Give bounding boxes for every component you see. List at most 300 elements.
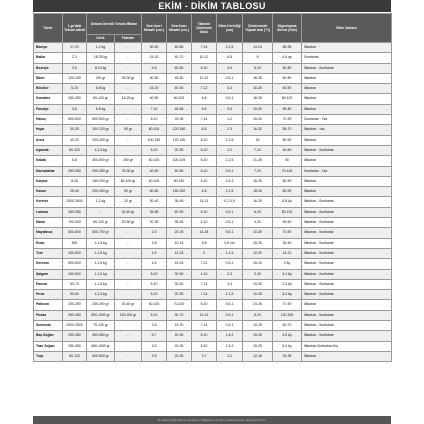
- cell-name: Pırsa: [34, 290, 63, 300]
- cell-temp: 18-30: [243, 187, 273, 197]
- cell-name: Lahana: [34, 207, 63, 217]
- table-row: [34, 43, 392, 53]
- cell-seed: 6-8: [63, 156, 87, 166]
- cell-depth: 0,5-1: [217, 259, 243, 269]
- cell-row: 20-30: [142, 218, 167, 228]
- cell-row: 8-10: [142, 269, 167, 279]
- cell-row: 15-20: [142, 84, 167, 94]
- table-row: [34, 279, 392, 289]
- cell-germ: 3-7: [192, 351, 217, 361]
- table-row: [34, 145, 392, 155]
- cell-temp: 10-20: [243, 248, 273, 258]
- cell-seed: 280-350: [63, 166, 87, 176]
- cell-name: Baş Soğan: [34, 331, 63, 341]
- cell-seedling: 20 gr: [115, 197, 142, 207]
- cell-between: 40-50: [167, 84, 192, 94]
- cell-depth: 3-4: [217, 279, 243, 289]
- cell-direct: 100-120 gr: [87, 125, 115, 135]
- cell-row: 5-10: [142, 290, 167, 300]
- cell-row: 40-50: [142, 166, 167, 176]
- cell-direct: 200 gr: [87, 73, 115, 83]
- cell-name: Bakla: [34, 53, 63, 63]
- cell-temp: 4-20: [243, 218, 273, 228]
- cell-mature: 3-4 Ay: [273, 290, 302, 300]
- header-row-spacing: Sıra Üzeri Mesafe (cm.): [142, 14, 167, 43]
- table-row: [34, 238, 392, 248]
- table-row: [34, 351, 392, 361]
- cell-germ: 6-10: [192, 145, 217, 155]
- cell-time: İlkbahar - Sonbahar: [302, 269, 392, 279]
- planting-table-sheet: [33, 0, 391, 424]
- cell-seed: 17-20: [63, 43, 87, 53]
- cell-row: 4-5: [142, 248, 167, 258]
- cell-direct: 650-1000 gr: [87, 341, 115, 351]
- cell-germ: 14-28: [192, 228, 217, 238]
- cell-germ: 6-10: [192, 207, 217, 217]
- table-row: [34, 331, 392, 341]
- cell-between: 35-45: [167, 197, 192, 207]
- planting-table: [33, 13, 392, 362]
- cell-name: Domates: [34, 94, 63, 104]
- cell-mature: 70-90: [273, 300, 302, 310]
- header-depth: Ekim Derinliği (cm): [217, 14, 243, 43]
- cell-seed: 80-120: [63, 145, 87, 155]
- cell-direct: 1-2,5 kg: [87, 145, 115, 155]
- cell-between: 30-40: [167, 279, 192, 289]
- cell-mature: 14-21: [273, 248, 302, 258]
- cell-temp: 10-30: [243, 228, 273, 238]
- cell-name: Dereotu: [34, 259, 63, 269]
- cell-between: 25-35: [167, 115, 192, 125]
- cell-seedling: ...: [115, 63, 142, 73]
- cell-direct: 1-2 kg: [87, 197, 115, 207]
- cell-row: 2-3: [142, 228, 167, 238]
- cell-temp: 15-30: [243, 238, 273, 248]
- cell-name: Semizotu: [34, 321, 63, 331]
- cell-depth: 2-2,5: [217, 135, 243, 145]
- cell-seedling: 80-100 gr: [115, 176, 142, 186]
- cell-between: 30-50: [167, 269, 192, 279]
- cell-seed: 250-350: [63, 94, 87, 104]
- cell-time: İlkbahar - Sonbahar: [302, 290, 392, 300]
- cell-temp: 18-35: [243, 94, 273, 104]
- cell-row: 5-8: [142, 63, 167, 73]
- cell-depth: 3-5: [217, 104, 243, 114]
- cell-temp: 18-35: [243, 73, 273, 83]
- cell-row: 15-20: [142, 53, 167, 63]
- cell-mature: 55-80: [273, 104, 302, 114]
- cell-depth: 3-4: [217, 84, 243, 94]
- cell-row: 60-80: [142, 187, 167, 197]
- table-row: [34, 115, 392, 125]
- cell-direct: 600-800 gr: [87, 351, 115, 361]
- cell-name: Patlıcan: [34, 300, 63, 310]
- cell-seedling: 40-60 gr: [115, 300, 142, 310]
- cell-name: Kabak: [34, 156, 63, 166]
- cell-seedling: ...: [115, 269, 142, 279]
- cell-seed: 5-10: [63, 84, 87, 94]
- cell-seed: 200-250: [63, 300, 87, 310]
- table-row: [34, 135, 392, 145]
- header-between-rows: Sıra Arası Mesafe (cm.): [167, 14, 192, 43]
- cell-depth: 1-2: [217, 351, 243, 361]
- table-row: [34, 259, 392, 269]
- cell-germ: 7-12: [192, 84, 217, 94]
- cell-between: 60-80: [167, 63, 192, 73]
- cell-direct: 1-1,5 kg: [87, 279, 115, 289]
- cell-mature: 80-90: [273, 176, 302, 186]
- cell-row: 4-5: [142, 259, 167, 269]
- cell-seedling: ...: [115, 351, 142, 361]
- cell-seedling: ...: [115, 145, 142, 155]
- table-row: [34, 321, 392, 331]
- cell-germ: 7-21: [192, 259, 217, 269]
- cell-between: 10-15: [167, 238, 192, 248]
- cell-mature: 40-60: [273, 145, 302, 155]
- cell-temp: 15-25: [243, 341, 273, 351]
- cell-time: İlkbahar - Sonbahar: [302, 63, 392, 73]
- cell-row: 30-50: [142, 73, 167, 83]
- cell-between: 12-15: [167, 248, 192, 258]
- header-plant: Türler: [34, 14, 63, 43]
- cell-temp: 14-24: [243, 43, 273, 53]
- cell-seed: 600-800: [63, 115, 87, 125]
- cell-between: 20-25: [167, 341, 192, 351]
- cell-row: 100-150: [142, 135, 167, 145]
- table-row: [34, 310, 392, 320]
- cell-seed: 500-600: [63, 259, 87, 269]
- cell-seed: 500: [63, 238, 87, 248]
- cell-seedling: ...: [115, 290, 142, 300]
- cell-time: İlkbahar - Sonbahar: [302, 310, 392, 320]
- cell-direct: 200-400 gr: [87, 187, 115, 197]
- cell-seedling: ...: [115, 53, 142, 63]
- header-direct: Direk: [87, 35, 115, 43]
- cell-depth: 2,5-3: [217, 176, 243, 186]
- cell-mature: 4-5 Ay: [273, 331, 302, 341]
- cell-row: 5-10: [142, 279, 167, 289]
- cell-time: İlkbahar - Sonbahar: [302, 197, 392, 207]
- cell-seed: 3-6: [63, 104, 87, 114]
- table-row: [34, 248, 392, 258]
- table-row: [34, 63, 392, 73]
- cell-between: 45-60: [167, 73, 192, 83]
- cell-direct: 350-550 gr: [87, 331, 115, 341]
- cell-mature: 80-90: [273, 187, 302, 197]
- cell-depth: 1-2: [217, 115, 243, 125]
- cell-between: 60-80: [167, 43, 192, 53]
- cell-seed: 250-350: [63, 341, 87, 351]
- cell-name: Marul: [34, 218, 63, 228]
- cell-germ: 6-10: [192, 156, 217, 166]
- cell-time: Sonbahar: [302, 53, 392, 63]
- cell-direct: 75-125 gr: [87, 321, 115, 331]
- cell-name: Pırasa: [34, 310, 63, 320]
- cell-mature: 50: [273, 156, 302, 166]
- cell-name: Pancar: [34, 279, 63, 289]
- cell-temp: 12-18: [243, 351, 273, 361]
- cell-row: 7-10: [142, 104, 167, 114]
- cell-seedling: 50 gr: [115, 187, 142, 197]
- table-row: [34, 300, 392, 310]
- cell-time: İlkbahar - Sonbahar: [302, 259, 392, 269]
- cell-name: Börülce: [34, 84, 63, 94]
- cell-temp: 8-20: [243, 310, 273, 320]
- cell-between: 100-105: [167, 156, 192, 166]
- cell-depth: 2-2,5: [217, 156, 243, 166]
- cell-direct: 1-1,5 kg: [87, 269, 115, 279]
- cell-direct: 80-100 gr: [87, 218, 115, 228]
- cell-time: Sonbahar - Yaz: [302, 166, 392, 176]
- cell-seedling: ...: [115, 115, 142, 125]
- cell-name: Şalgam: [34, 269, 63, 279]
- table-row: [34, 94, 392, 104]
- cell-row: 30-40: [142, 197, 167, 207]
- cell-time: İlkbahar: [302, 187, 392, 197]
- cell-seedling: 150-200 gr: [115, 310, 142, 320]
- cell-direct: 5-8 kg: [87, 104, 115, 114]
- cell-row: 60-100: [142, 125, 167, 135]
- cell-depth: 0,5-1: [217, 218, 243, 228]
- cell-mature: 60-70: [273, 321, 302, 331]
- cell-depth: 1-1,5: [217, 248, 243, 258]
- cell-row: 5-10: [142, 145, 167, 155]
- cell-temp: 7-20: [243, 166, 273, 176]
- cell-seedling: 30-40 gr: [115, 207, 142, 217]
- cell-temp: 8: [243, 53, 273, 63]
- cell-between: 120-180: [167, 125, 192, 135]
- cell-mature: 60-120: [273, 94, 302, 104]
- cell-name: Roka: [34, 238, 63, 248]
- cell-time: İlkbahar: [302, 176, 392, 186]
- cell-seedling: 25-30 gr: [115, 73, 142, 83]
- cell-germ: 7-14: [192, 321, 217, 331]
- cell-direct: 500-700 gr: [87, 228, 115, 238]
- cell-row: 5-10: [142, 115, 167, 125]
- cell-between: 30-70: [167, 310, 192, 320]
- cell-germ: 6-8: [192, 94, 217, 104]
- cell-seedling: 250 gr: [115, 156, 142, 166]
- cell-seedling: ...: [115, 228, 142, 238]
- cell-seedling: ...: [115, 321, 142, 331]
- cell-mature: 6-8 Ay: [273, 197, 302, 207]
- cell-row: 40-50: [142, 94, 167, 104]
- cell-between: 15-20: [167, 321, 192, 331]
- cell-germ: 14-21: [192, 197, 217, 207]
- table-row: [34, 156, 392, 166]
- cell-temp: 5-24: [243, 63, 273, 73]
- cell-name: Bezelye: [34, 63, 63, 73]
- cell-direct: 800-1000 gr: [87, 310, 115, 320]
- table-row: [34, 269, 392, 279]
- cell-seedling: ...: [115, 259, 142, 269]
- table-row: [34, 176, 392, 186]
- cell-between: 35-45: [167, 218, 192, 228]
- cell-between: 20-30: [167, 290, 192, 300]
- cell-between: 20-30: [167, 331, 192, 341]
- cell-time: İlkbahar - Sonbahar: [302, 207, 392, 217]
- cell-direct: 18-25 kg: [87, 53, 115, 63]
- cell-seedling: ...: [115, 331, 142, 341]
- cell-row: 80-100: [142, 156, 167, 166]
- cell-time: İlkbahar: [302, 94, 392, 104]
- table-row: [34, 290, 392, 300]
- cell-seedling: ...: [115, 341, 142, 351]
- cell-seedling: 15-25 gr: [115, 94, 142, 104]
- cell-between: 20-30: [167, 145, 192, 155]
- cell-time: İlkbahar - Sonbahar: [302, 321, 392, 331]
- cell-time: Sonbahar - Yaz: [302, 115, 392, 125]
- cell-germ: 7-14: [192, 290, 217, 300]
- table-row: [34, 207, 392, 217]
- cell-germ: 3-8: [192, 238, 217, 248]
- cell-between: 20-25: [167, 228, 192, 238]
- cell-seedling: ...: [115, 104, 142, 114]
- cell-depth: 2-2,5: [217, 187, 243, 197]
- cell-seed: 120-150: [63, 73, 87, 83]
- cell-row: 5-10: [142, 310, 167, 320]
- cell-temp: 16-32: [243, 125, 273, 135]
- cell-temp: 16-20: [243, 197, 273, 207]
- cell-temp: 15-30: [243, 115, 273, 125]
- cell-mature: 2-3 Ay: [273, 279, 302, 289]
- cell-seed: 2000-2500: [63, 321, 87, 331]
- cell-seed: 400-500: [63, 248, 87, 258]
- cell-seed: 25-40: [63, 187, 87, 197]
- cell-name: Tere: [34, 248, 63, 258]
- cell-mature: 60-80: [273, 63, 302, 73]
- cell-germ: 6-10: [192, 176, 217, 186]
- cell-seed: 2-3: [63, 53, 87, 63]
- cell-name: Biber: [34, 73, 63, 83]
- cell-seed: 2000-3000: [63, 197, 87, 207]
- cell-seed: 280-350: [63, 207, 87, 217]
- cell-between: 60-80: [167, 166, 192, 176]
- cell-seedling: 50 gr: [115, 125, 142, 135]
- cell-time: İlkbahar - Sonbahar: [302, 279, 392, 289]
- cell-temp: 21-35: [243, 156, 273, 166]
- cell-name: Hıyar: [34, 125, 63, 135]
- header-soil-temp: Çimlenmede Toprak Isısı (°C): [243, 14, 273, 43]
- cell-germ: 6-8: [192, 125, 217, 135]
- cell-mature: 55-70: [273, 125, 302, 135]
- cell-seed: 40-20: [63, 135, 87, 145]
- cell-germ: 4-8: [192, 187, 217, 197]
- header-germination-days: Tahmini Çimlenme Günü: [192, 14, 217, 43]
- cell-name: Karpuz: [34, 176, 63, 186]
- cell-row: 3-5: [142, 321, 167, 331]
- cell-germ: 10-12: [192, 53, 217, 63]
- cell-time: İlkbahar: [302, 156, 392, 166]
- cell-seedling: ...: [115, 135, 142, 145]
- cell-germ: 10-12: [192, 73, 217, 83]
- page-title: EKİM - DİKİM TABLOSU: [33, 0, 391, 12]
- cell-between: 120-150: [167, 135, 192, 145]
- cell-depth: 0,5-1: [217, 321, 243, 331]
- cell-temp: 15-25: [243, 331, 273, 341]
- cell-time: İlkbahar - Yaz: [302, 125, 392, 135]
- cell-germ: 7-14: [192, 43, 217, 53]
- table-row: [34, 53, 392, 63]
- cell-between: 70-100: [167, 300, 192, 310]
- cell-temp: 6-25: [243, 207, 273, 217]
- cell-seed: 30-35: [63, 125, 87, 135]
- table-row: [34, 84, 392, 94]
- cell-row: 3-5: [142, 351, 167, 361]
- cell-time: İlkbahar: [302, 135, 392, 145]
- cell-seed: 50-60: [63, 290, 87, 300]
- cell-germ: 6-8: [192, 104, 217, 114]
- cell-germ: 8-10: [192, 341, 217, 351]
- cell-depth: 2-3: [217, 269, 243, 279]
- cell-name: Ispanak: [34, 145, 63, 155]
- cell-germ: 7-14: [192, 279, 217, 289]
- cell-direct: ...: [87, 207, 115, 217]
- cell-direct: 300-500 gr: [87, 156, 115, 166]
- cell-temp: 10-25: [243, 290, 273, 300]
- cell-mature: 80-120: [273, 207, 302, 217]
- cell-direct: 8-10 kg: [87, 63, 115, 73]
- cell-time: İlkbahar - Sonbahar: [302, 331, 392, 341]
- cell-depth: 0,5-1: [217, 228, 243, 238]
- cell-row: 35-55: [142, 207, 167, 217]
- header-sowing-time: Ekim Zamanı: [302, 14, 392, 43]
- table-row: [34, 73, 392, 83]
- cell-between: 15-25: [167, 259, 192, 269]
- cell-direct: 1-1,5 kg: [87, 238, 115, 248]
- cell-germ: 2: [192, 248, 217, 258]
- cell-direct: 200-400 gr: [87, 135, 115, 145]
- cell-seedling: 25-30 gr: [115, 166, 142, 176]
- cell-mature: 120-150: [273, 310, 302, 320]
- cell-row: 3-5: [142, 341, 167, 351]
- cell-seed: 500-600: [63, 228, 87, 238]
- cell-time: İlkbahar - Sonbahar: [302, 238, 392, 248]
- cell-seedling: ...: [115, 84, 142, 94]
- table-row: [34, 166, 392, 176]
- cell-temp: 15-30: [243, 104, 273, 114]
- cell-depth: 0,5-1: [217, 166, 243, 176]
- table-row: [34, 187, 392, 197]
- cell-name: Fasulye: [34, 104, 63, 114]
- cell-temp: 15: [243, 135, 273, 145]
- cell-temp: 10-29: [243, 321, 273, 331]
- cell-mature: 60-90: [273, 84, 302, 94]
- cell-between: 45-65: [167, 104, 192, 114]
- cell-seed: 700-900: [63, 218, 87, 228]
- cell-name: Bamya: [34, 43, 63, 53]
- cell-direct: 1-2 kg: [87, 43, 115, 53]
- cell-depth: 6-8: [217, 53, 243, 63]
- cell-time: İlkbahar: [302, 84, 392, 94]
- footer-note: Bu tablo bilgilendirme amaçlıdır. Bölgenize ve iklim şartlarına göre değerlendiriniz.: [33, 416, 391, 424]
- header-seedling: Fideden: [115, 35, 142, 43]
- cell-seedling: ...: [115, 248, 142, 258]
- cell-mature: 85-95: [273, 43, 302, 53]
- cell-depth: 1-2: [217, 145, 243, 155]
- cell-name: Anuz: [34, 135, 63, 145]
- cell-time: İlkbahar - Sonbahar: [302, 248, 392, 258]
- cell-between: 60-100: [167, 94, 192, 104]
- cell-time: İlkbahar - Sonbahar: [302, 228, 392, 238]
- cell-germ: 7-14: [192, 115, 217, 125]
- cell-mature: 4-5 ay: [273, 53, 302, 63]
- cell-seed: 80-120: [63, 351, 87, 361]
- cell-depth: 0,5 cm: [217, 238, 243, 248]
- cell-time: İlkbahar-Sonbahar-Kış: [302, 341, 392, 351]
- cell-seed: 350-450: [63, 310, 87, 320]
- cell-seed: 400-600: [63, 269, 87, 279]
